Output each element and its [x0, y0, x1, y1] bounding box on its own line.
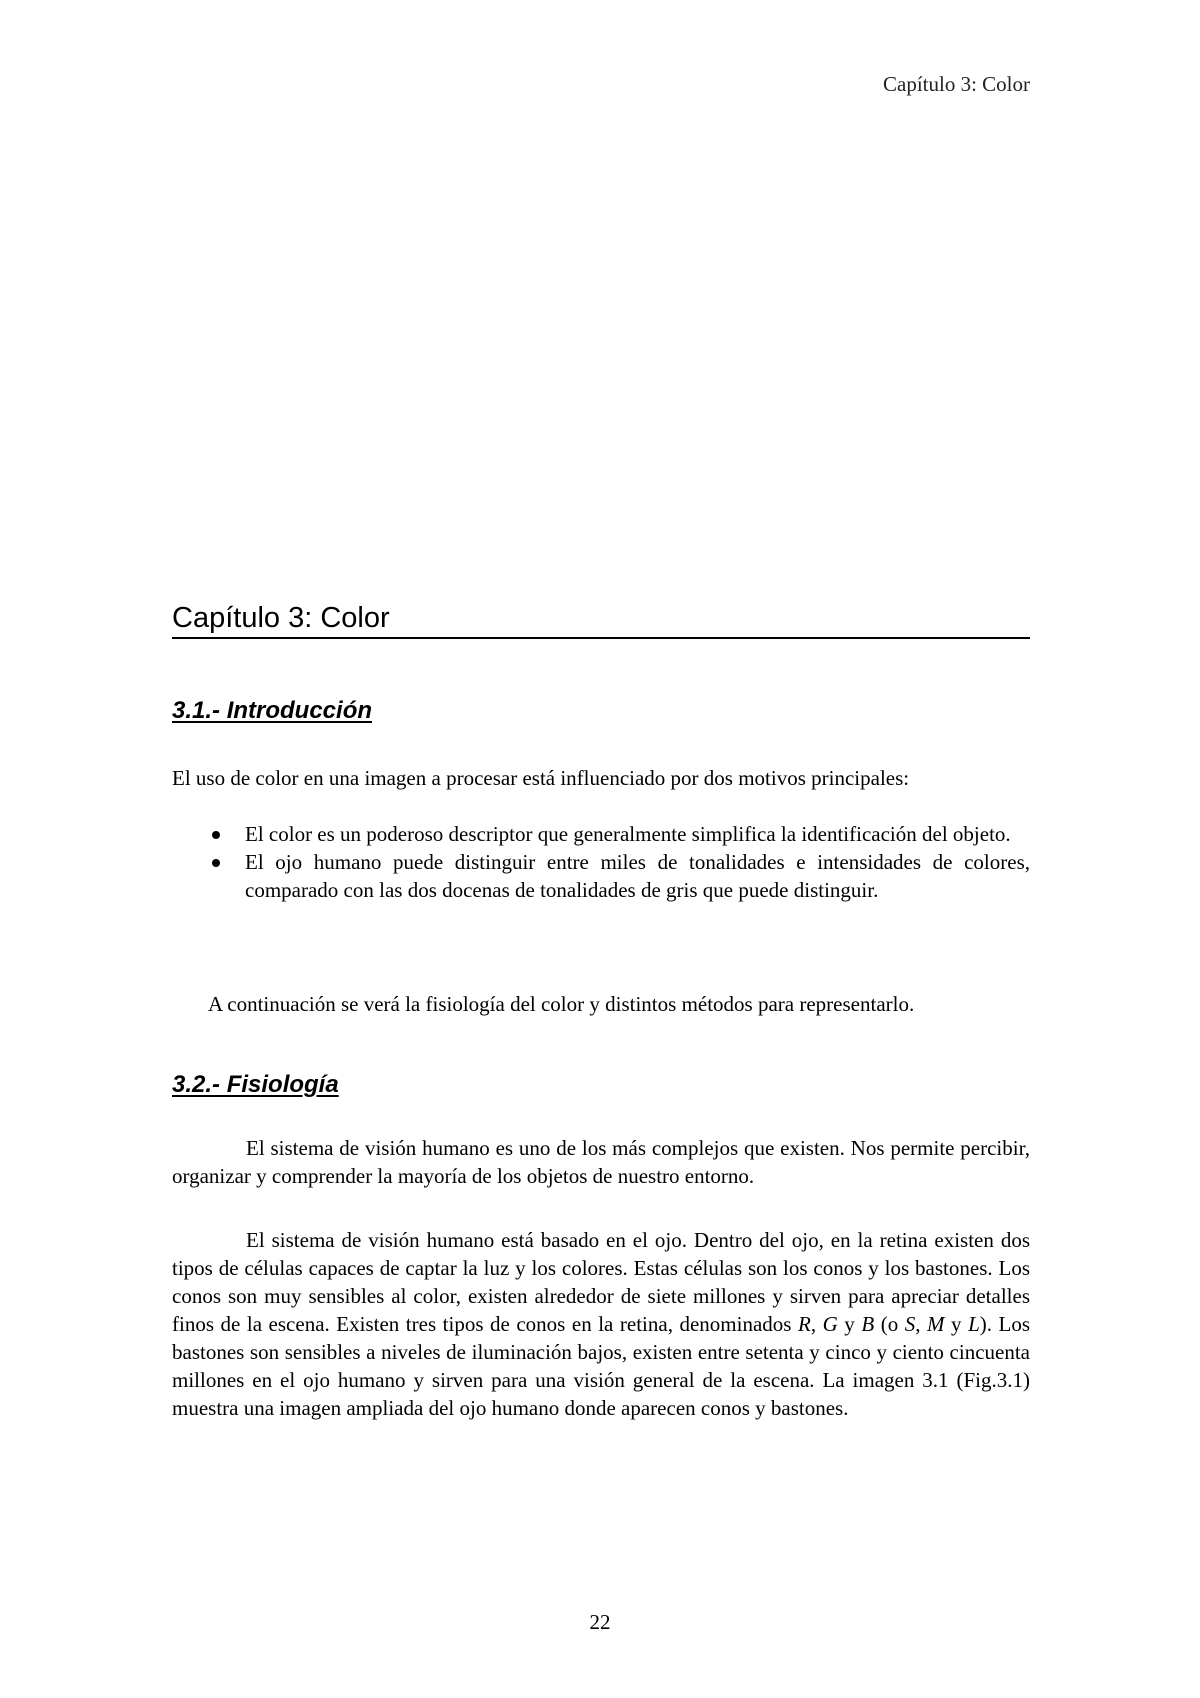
fisiologia-paragraph-1: El sistema de visión humano es uno de los más complejos que existen. Nos permite percibir, organizar y comprender la mayoría de los objetos de nuestro entorno. [172, 1136, 1030, 1188]
chapter-title: Capítulo 3: Color [172, 600, 1030, 639]
separator: y [944, 1312, 969, 1336]
intro-paragraph: El uso de color en una imagen a procesar está influenciado por dos motivos principales: [172, 766, 910, 790]
list-item [172, 848, 1030, 904]
cone-type-l: L [968, 1312, 980, 1336]
bullet-icon [212, 859, 220, 867]
separator: , [915, 1312, 927, 1336]
paragraph-text: El sistema de visión humano está basado en el ojo. Dentro del ojo, en la retina existen dos tipos de células capaces de captar la luz y los colores. Estas células son los conos y los bastones. Los conos son muy sensibles al color, existen alrededor de siete millones y sirven para apreciar detalles finos de la escena. Existen tres tipos de conos en la retina, denominados [172, 1228, 1030, 1336]
fisiologia-paragraph-2 [172, 1226, 1030, 1422]
separator: (o [874, 1312, 905, 1336]
page-number: 22 [589, 1610, 611, 1634]
section-heading-fisiologia: 3.2.- Fisiología [172, 1071, 339, 1098]
separator: y [837, 1312, 862, 1336]
continuation-paragraph: A continuación se verá la fisiología del color y distintos métodos para representarlo. [208, 992, 915, 1016]
bullet-list [172, 820, 1030, 904]
list-item-text: El color es un poderoso descriptor que generalmente simplifica la identificación del objeto. [245, 822, 1011, 846]
running-header: Capítulo 3: Color [883, 72, 1030, 96]
bullet-icon [212, 831, 220, 839]
cone-type-m: M [927, 1312, 945, 1336]
cone-type-g: G [822, 1312, 838, 1336]
paragraph-text: ). Los bastones son sensibles a niveles de iluminación bajos, existen entre setenta y cinco y ciento cincuenta millones en el ojo humano y sirven para una visión general de la escena. La imagen 3.1 (Fig.3.1) muestra una imagen ampliada del ojo humano donde aparecen conos y bastones. [172, 1312, 1031, 1420]
section-heading-introduccion: 3.1.- Introducción [172, 697, 373, 724]
separator: , [810, 1312, 823, 1336]
cone-type-s: S [904, 1312, 916, 1336]
cone-type-r: R [798, 1312, 811, 1336]
list-item-text: El ojo humano puede distinguir entre miles de tonalidades e intensidades de colores, comparado con las dos docenas de tonalidades de gris que puede distinguir. [245, 850, 1030, 902]
list-item [172, 820, 1030, 848]
cone-type-b: B [861, 1312, 875, 1336]
